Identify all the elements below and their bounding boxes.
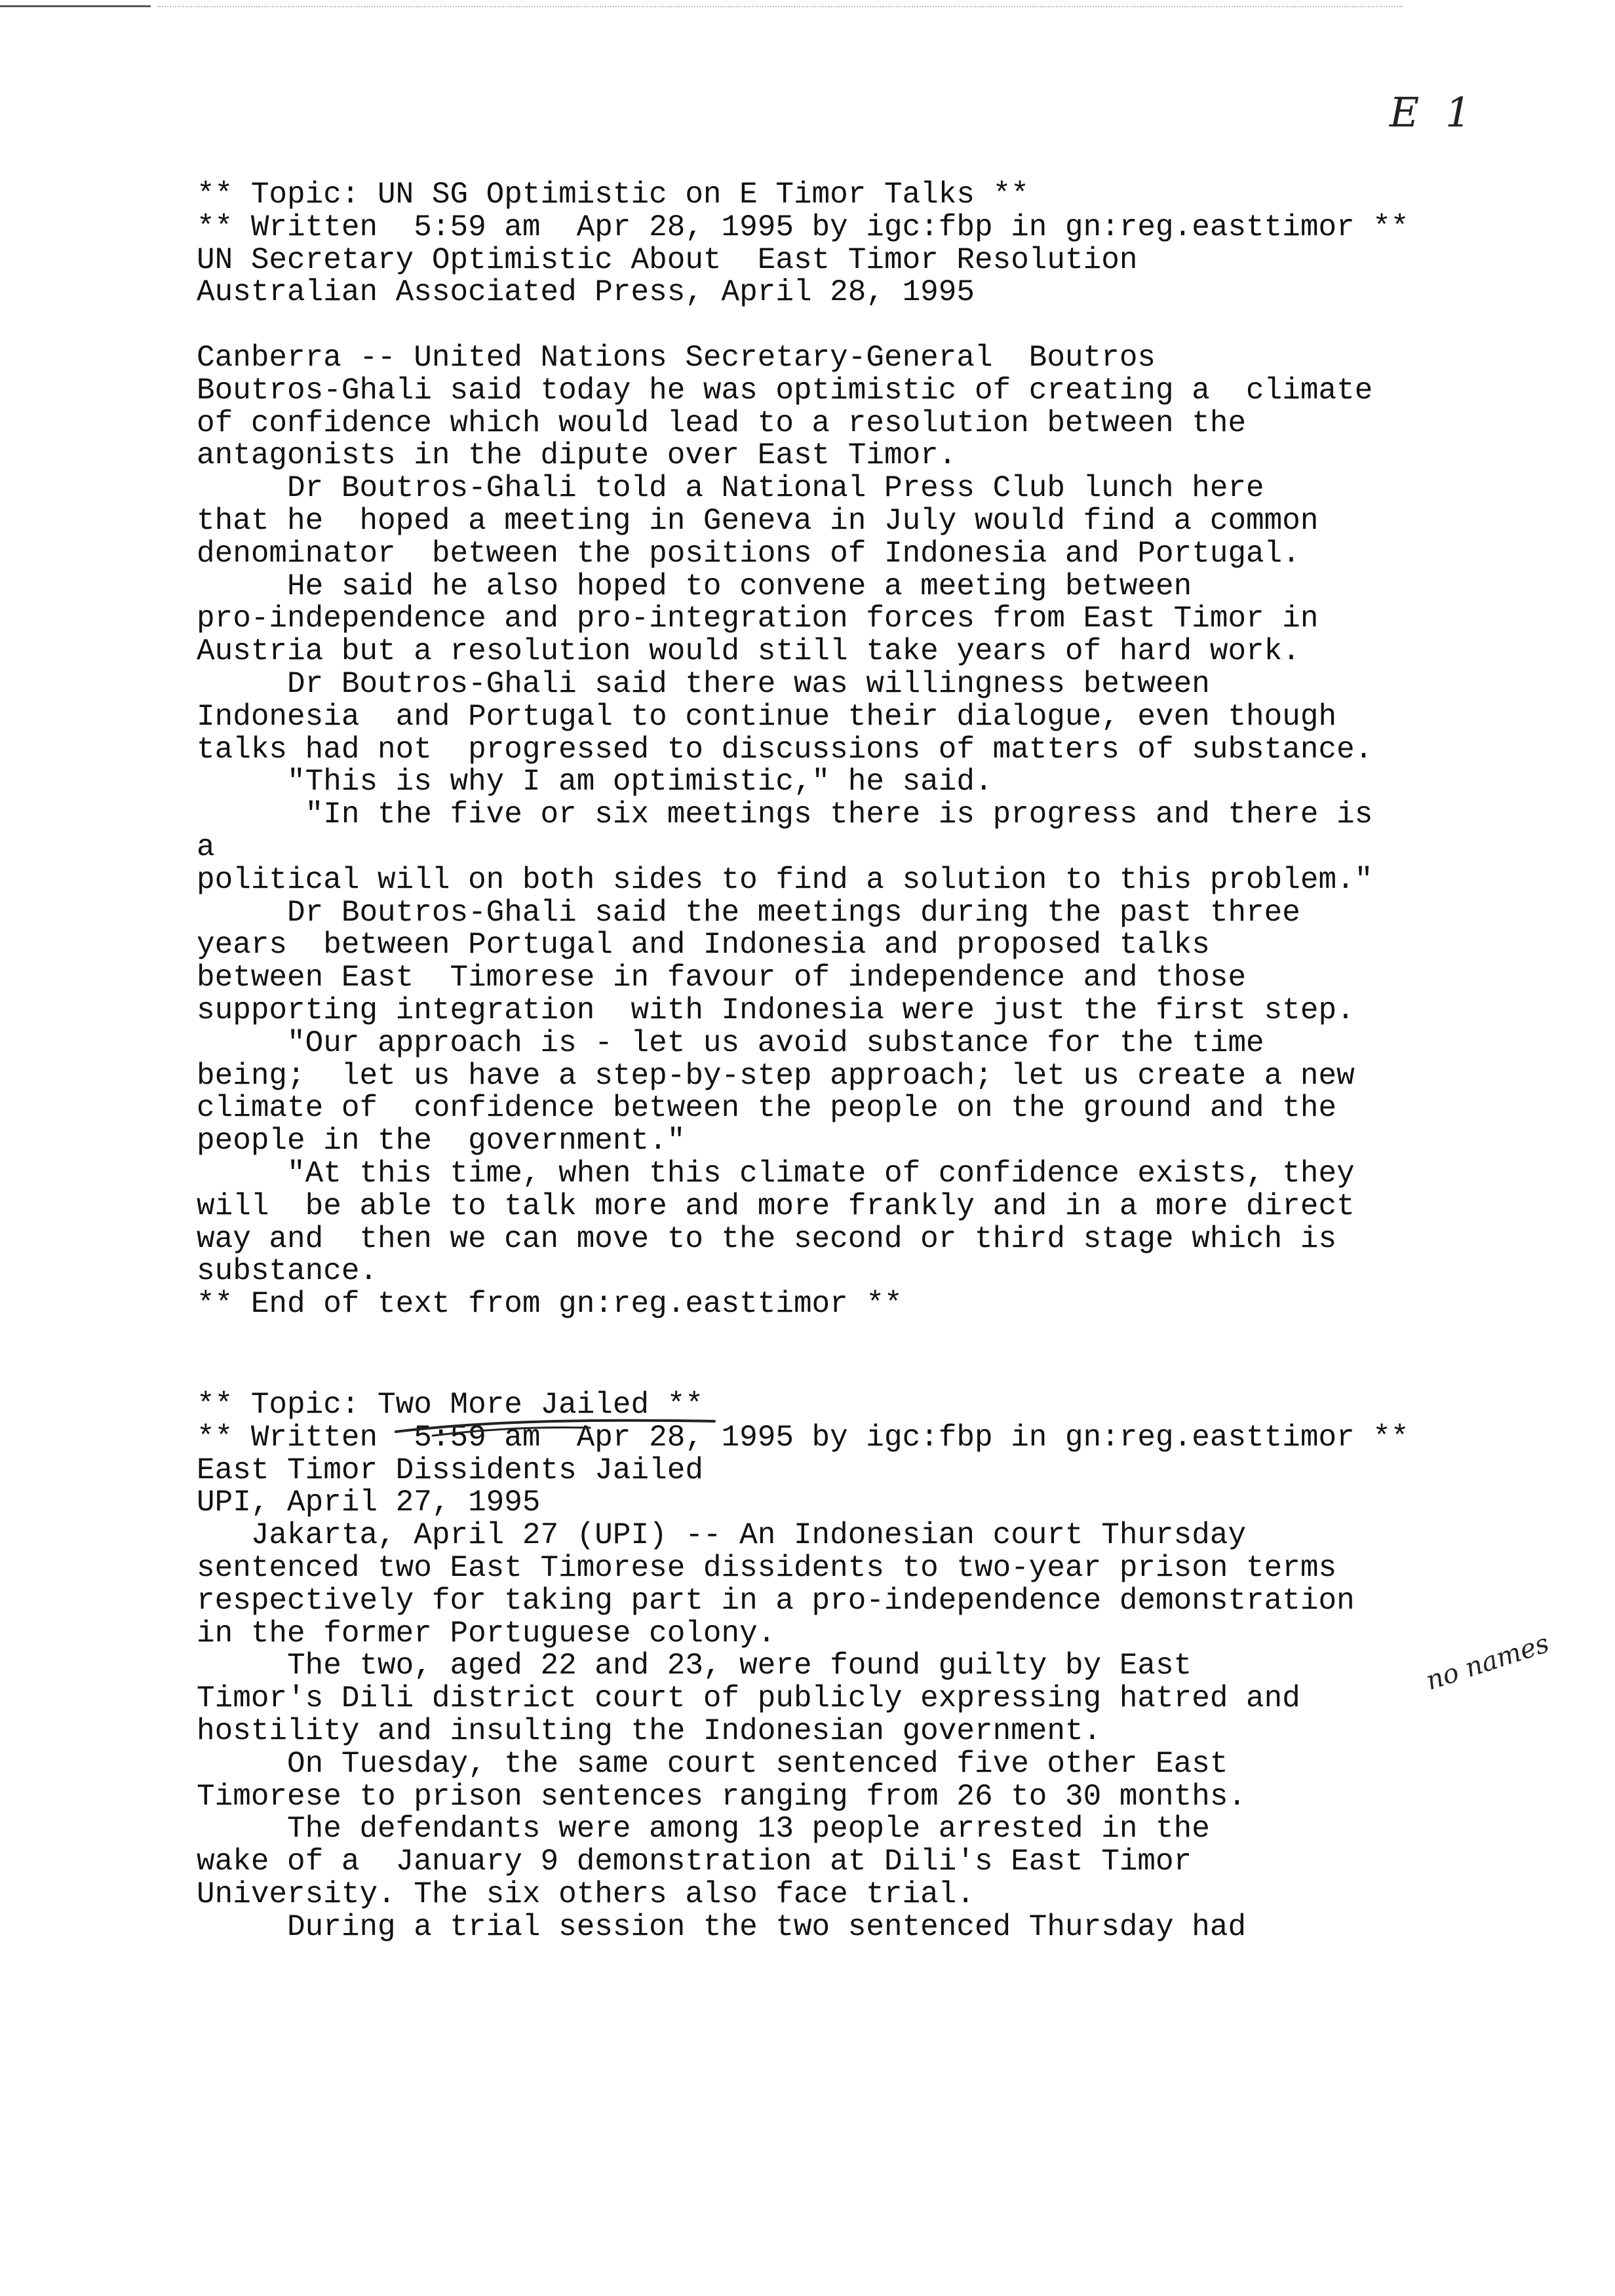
body-line: Timor's Dili district court of publicly expressing hatred and [197,1681,1300,1716]
body-line: denominator between the positions of Indonesia and Portugal. [197,536,1300,571]
body-line: During a trial session the two sentenced Thursday had [197,1909,1247,1944]
body-line: climate of confidence between the people on the ground and the [197,1091,1337,1126]
body-line: Dr Boutros-Ghali told a National Press Club lunch here [197,471,1264,506]
scan-dotted-edge [157,6,1403,7]
body-line: Dr Boutros-Ghali said the meetings during the past three [197,895,1300,930]
body-line: years between Portugal and Indonesia and proposed talks [197,928,1210,963]
body-line: He said he also hoped to convene a meeting between [197,569,1192,603]
body-line: between East Timorese in favour of independence and those [197,961,1247,995]
body-line: Timorese to prison sentences ranging from 26 to 30 months. [197,1779,1247,1814]
body-line: Jakarta, April 27 (UPI) -- An Indonesian court Thursday [197,1518,1247,1553]
body-line: of confidence which would lead to a resolution between the [197,406,1247,440]
body-line: talks had not progressed to discussions of matters of substance. [197,732,1373,767]
body-line: Boutros-Ghali said today he was optimistic of creating a climate [197,373,1373,408]
body-line: University. The six others also face trial. [197,1877,975,1911]
written-line: ** Written 5:59 am Apr 28, 1995 by igc:fbp in gn:reg.easttimor ** [197,1420,1409,1455]
body-line: hostility and insulting the Indonesian government. [197,1713,1102,1748]
body-line: "Our approach is - let us avoid substance for the time [197,1025,1264,1060]
article-headline: UN Secretary Optimistic About East Timor Resolution [197,242,1138,277]
article-source: Australian Associated Press, April 28, 1995 [197,275,975,310]
body-line: a [197,830,215,864]
body-line: sentenced two East Timorese dissidents to two-year prison terms [197,1550,1337,1585]
body-line: "This is why I am optimistic," he said. [197,765,993,799]
topic-line: ** Topic: UN SG Optimistic on E Timor Talks ** [197,178,1029,212]
body-line: being; let us have a step-by-step approach; let us create a new [197,1058,1355,1093]
body-line: The two, aged 22 and 23, were found guilty by East [197,1649,1192,1683]
body-line: substance. [197,1254,378,1289]
body-line: way and then we can move to the second or third stage which is [197,1221,1337,1256]
body-line: wake of a January 9 demonstration at Dili's East Timor [197,1845,1192,1879]
topic-line: ** Topic: Two More Jailed ** [197,1388,703,1422]
body-line: Austria but a resolution would still take years of hard work. [197,634,1300,669]
body-line: Canberra -- United Nations Secretary-General Boutros [197,340,1156,375]
body-line: antagonists in the dipute over East Timor. [197,438,957,473]
body-line: that he hoped a meeting in Geneva in July would find a common [197,503,1319,538]
body-line: "At this time, when this climate of confidence exists, they [197,1156,1355,1191]
scan-edge-mark [0,5,151,7]
body-line: respectively for taking part in a pro-independence demonstration [197,1583,1355,1618]
body-line: Indonesia and Portugal to continue their dialogue, even though [197,699,1337,734]
body-line: The defendants were among 13 people arrested in the [197,1812,1210,1846]
body-line: On Tuesday, the same court sentenced five other East [197,1746,1228,1781]
body-line: political will on both sides to find a solution to this problem." [197,862,1373,897]
written-line: ** Written 5:59 am Apr 28, 1995 by igc:fbp in gn:reg.easttimor ** [197,210,1409,244]
article-headline: East Timor Dissidents Jailed [197,1453,703,1487]
handwritten-margin-note: no names [1422,1628,1553,1696]
end-of-text-line: ** End of text from gn:reg.easttimor ** [197,1287,903,1322]
article-source: UPI, April 27, 1995 [197,1485,541,1520]
body-line: in the former Portuguese colony. [197,1616,776,1651]
handwritten-page-mark: E 1 [1390,88,1478,136]
article-two-more-jailed [197,1389,1606,1944]
body-line: will be able to talk more and more frankly and in a more direct [197,1189,1355,1223]
body-line: Dr Boutros-Ghali said there was willingness between [197,666,1210,701]
article-un-sg-optimistic [197,179,1606,1321]
body-line: "In the five or six meetings there is progress and there is [197,797,1373,832]
body-line: pro-independence and pro-integration forces from East Timor in [197,602,1319,636]
body-line: people in the government." [197,1124,686,1158]
body-line: supporting integration with Indonesia were just the first step. [197,993,1355,1027]
